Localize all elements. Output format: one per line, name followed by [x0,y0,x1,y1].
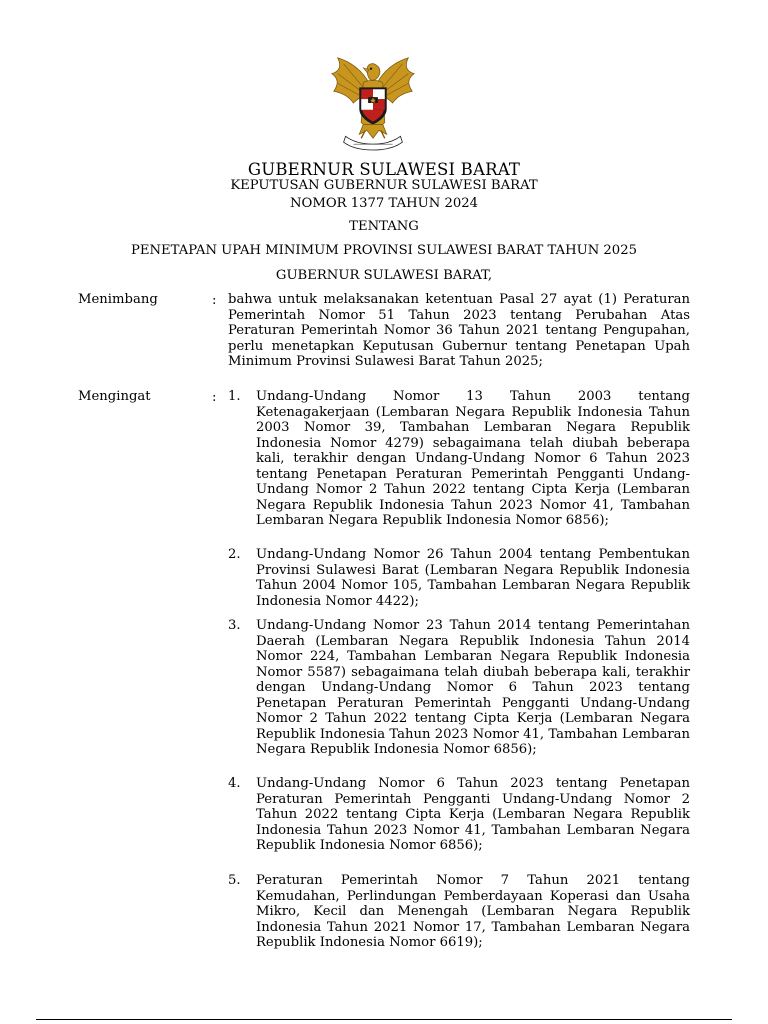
list-item-text: Peraturan Pemerintah Nomor 7 Tahun 2021 tentang Kemudahan, Perlindungan Pemberdayaan Koperasi dan Usaha Mikro, Kecil dan Menengah (Lembaran Negara Republik Indonesia Tahun 2021 Nomor 17, Tambahan Lembaran Negara Republik Indonesia Nomor 6619); [256,873,690,950]
mengingat-label: Mengingat [78,389,151,404]
menimbang-label: Menimbang [78,292,158,307]
list-item-number: 2. [228,547,241,562]
garuda-pancasila-emblem [324,54,422,152]
menimbang-colon: : [212,293,217,308]
list-item-text: Undang-Undang Nomor 23 Tahun 2014 tentang Pemerintahan Daerah (Lembaran Negara Republik Indonesia Tahun 2014 Nomor 224, Tambahan Lembaran Negara Republik Indonesia Nomor 5587) sebagaimana telah diubah beberapa kali, terakhir dengan Undang-Undang Nomor 6 Tahun 2023 tentang Penetapan Peraturan Pemerintah Pengganti Undang-Undang Nomor 2 Tahun 2022 tentang Cipta Kerja (Lembaran Negara Republik Indonesia Tahun 2023 Nomor 41, Tambahan Lembaran Negara Republik Indonesia Nomor 6856); [256,618,690,757]
page-bottom-rule [36,1019,732,1020]
decree-title: KEPUTUSAN GUBERNUR SULAWESI BARAT [230,178,538,193]
mengingat-colon: : [212,390,217,405]
decree-number: NOMOR 1377 TAHUN 2024 [289,196,479,211]
list-item-text: Undang-Undang Nomor 26 Tahun 2004 tentang Pembentukan Provinsi Sulawesi Barat (Lembaran Negara Republik Indonesia Tahun 2004 Nomor 105, Tambahan Lembaran Negara Republik Indonesia Nomor 4422); [256,547,690,609]
menimbang-text: bahwa untuk melaksanakan ketentuan Pasal 27 ayat (1) Peraturan Pemerintah Nomor 51 Tahun 2023 tentang Perubahan Atas Peraturan Pemerintah Nomor 36 Tahun 2021 tentang Pengupahan, perlu menetapkan Keputusan Gubernur tentang Penetapan Upah Minimum Provinsi Sulawesi Barat Tahun 2025; [228,292,690,369]
list-item-number: 4. [228,776,241,791]
issuer-line: GUBERNUR SULAWESI BARAT, [275,268,493,283]
about-label: TENTANG [349,219,419,234]
list-item-number: 1. [228,389,241,404]
list-item-number: 3. [228,618,241,633]
list-item-number: 5. [228,873,241,888]
list-item-text: Undang-Undang Nomor 13 Tahun 2003 tentang Ketenagakerjaan (Lembaran Negara Republik Indonesia Tahun 2003 Nomor 39, Tambahan Lembaran Negara Republik Indonesia Nomor 4279) sebagaimana telah diubah beberapa kali, terakhir dengan Undang-Undang Nomor 6 Tahun 2023 tentang Penetapan Peraturan Pemerintah Pengganti Undang-Undang Nomor 2 Tahun 2022 tentang Cipta Kerja (Lembaran Negara Republik Indonesia Tahun 2023 Nomor 41, Tambahan Lembaran Negara Republik Indonesia Nomor 6856); [256,389,690,528]
list-item-text: Undang-Undang Nomor 6 Tahun 2023 tentang Penetapan Peraturan Pemerintah Pengganti Undang-Undang Nomor 2 Tahun 2022 tentang Cipta Kerja (Lembaran Negara Republik Indonesia Tahun 2023 Nomor 41, Tambahan Lembaran Negara Republik Indonesia Nomor 6856); [256,776,690,853]
decree-subject: PENETAPAN UPAH MINIMUM PROVINSI SULAWESI BARAT TAHUN 2025 [131,243,637,258]
governor-title: GUBERNUR SULAWESI BARAT [247,160,521,179]
